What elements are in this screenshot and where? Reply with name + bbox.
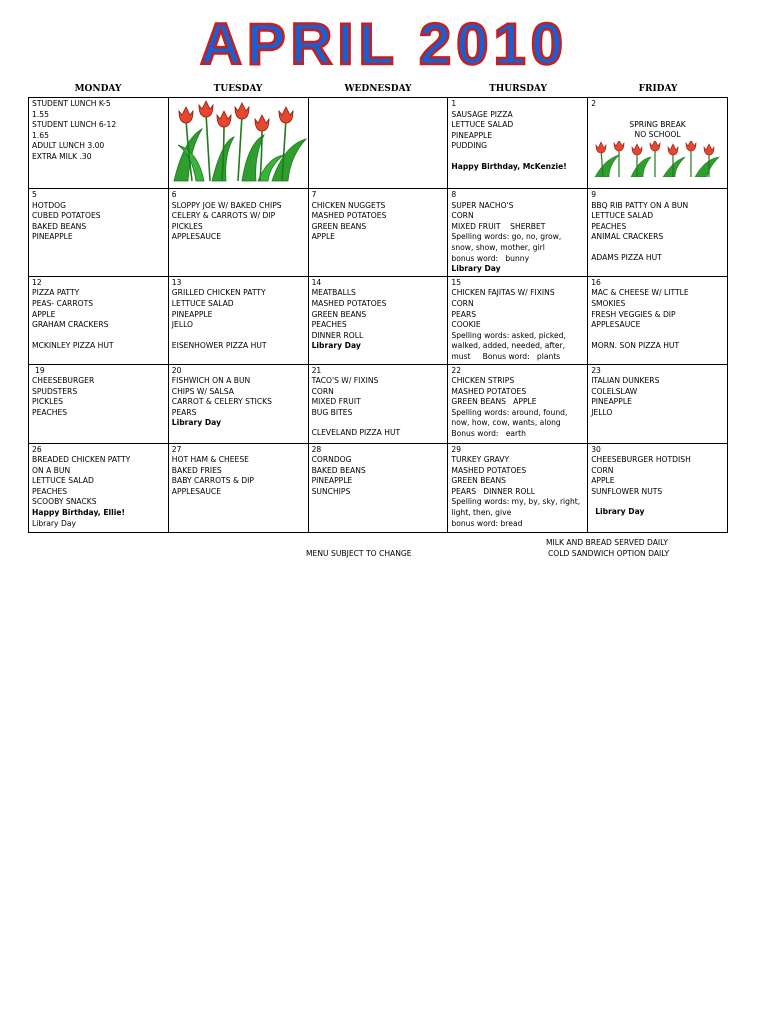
menu-item: SUNCHIPS <box>311 486 351 496</box>
menu-item: APPLESAUCE <box>171 232 221 242</box>
menu-item: ON A BUN <box>32 465 71 475</box>
menu-item: PIZZA PATTY <box>32 288 80 298</box>
date-number: 9 <box>591 190 597 199</box>
library-day: Library Day <box>32 518 76 528</box>
menu-item: CORN <box>591 465 614 475</box>
menu-item: JELLO <box>591 407 613 417</box>
menu-item: JELLO <box>171 320 194 330</box>
menu-item: CHEESEBURGER HOTDISH <box>591 455 691 465</box>
menu-item: PINEAPPLE <box>591 397 632 407</box>
menu-item: SLOPPY JOE W/ BAKED CHIPS <box>171 200 282 210</box>
price-cell <box>29 98 169 189</box>
bonus-word: bonus word: bunny <box>451 253 530 263</box>
price-line: 1.65 <box>32 130 49 140</box>
day-cell-30 <box>588 443 728 532</box>
menu-item: PEACHES <box>311 320 347 330</box>
date-number: 13 <box>171 277 182 287</box>
menu-item: PEACHES <box>32 486 68 496</box>
pizza-hut-note: MORN. SON PIZZA HUT <box>591 340 680 350</box>
day-tuesday: TUESDAY <box>213 84 263 94</box>
week-row-2 <box>29 189 728 277</box>
date-number: 28 <box>311 444 322 454</box>
menu-item: FRESH VEGGIES & DIP <box>591 309 676 319</box>
no-school-label: NO SCHOOL <box>634 130 681 140</box>
menu-item: CELERY & CARROTS W/ DIP <box>171 211 276 221</box>
date-number: 5 <box>32 190 37 199</box>
day-cell-29 <box>448 443 588 532</box>
menu-item: MIXED FRUIT SHERBET <box>451 221 546 231</box>
spacer <box>172 331 305 341</box>
bonus-word: Bonus word: earth <box>451 429 526 439</box>
date-number: 20 <box>171 365 182 375</box>
menu-item: GREEN BEANS <box>311 309 367 319</box>
menu-item: TACO'S W/ FIXINS <box>311 376 379 386</box>
milk-bread-note: MILK AND BREAD SERVED DAILY <box>546 538 669 547</box>
day-cell-15 <box>448 276 588 364</box>
price-line: EXTRA MILK .30 <box>32 151 92 161</box>
pizza-hut-note: EISENHOWER PIZZA HUT <box>171 340 267 350</box>
day-cell-27 <box>168 443 308 532</box>
day-cell-20 <box>168 364 308 443</box>
tulips-clipart-small <box>591 141 721 177</box>
menu-item: PEARS <box>451 309 477 319</box>
menu-item: MEATBALLS <box>311 288 356 298</box>
day-cell-23 <box>588 364 728 443</box>
date-number: 14 <box>311 277 322 287</box>
date-number: 30 <box>591 444 601 454</box>
menu-item: SCOOBY SNACKS <box>32 497 97 507</box>
spelling-words: Spelling words: asked, picked, walked, added, needed, after, must Bonus word: plants <box>451 330 569 361</box>
day-cell-28 <box>308 443 448 532</box>
day-cell-22 <box>448 364 588 443</box>
menu-item: COOKIE <box>451 320 481 330</box>
day-cell-13 <box>168 276 308 364</box>
menu-item: SPUDSTERS <box>32 386 78 396</box>
calendar-grid <box>28 97 728 533</box>
pizza-hut-note: MCKINLEY PIZZA HUT <box>32 340 114 350</box>
menu-item: PEACHES <box>591 221 627 231</box>
menu-item: MASHED POTATOES <box>311 298 387 308</box>
menu-item: GRILLED CHICKEN PATTY <box>171 288 266 298</box>
menu-item: PICKLES <box>32 397 63 407</box>
menu-item: LETTUCE SALAD <box>591 211 654 221</box>
price-line: STUDENT LUNCH 6-12 <box>32 120 117 130</box>
menu-item: ANIMAL CRACKERS <box>591 232 664 242</box>
menu-item: CORN <box>451 211 474 221</box>
menu-item: APPLE <box>311 232 335 242</box>
menu-item: LETTUCE SALAD <box>451 120 514 130</box>
menu-item: PINEAPPLE <box>171 309 213 319</box>
menu-item: BREADED CHICKEN PATTY <box>32 455 131 465</box>
spacer <box>591 497 724 507</box>
week-row-3 <box>29 276 728 364</box>
day-cell-7 <box>308 189 448 277</box>
date-number: 27 <box>171 444 182 454</box>
price-line: STUDENT LUNCH K-5 <box>32 99 111 108</box>
spacer <box>312 418 445 428</box>
day-cell-19 <box>29 364 169 443</box>
date-number: 2 <box>591 99 597 108</box>
menu-item: PEARS <box>171 407 197 417</box>
menu-item: HOTDOG <box>32 200 67 210</box>
menu-item: CHICKEN FAJITAS W/ FIXINS <box>451 288 555 298</box>
menu-item: PINEAPPLE <box>451 130 493 140</box>
library-day: Library Day <box>311 341 361 351</box>
cold-sandwich-note: COLD SANDWICH OPTION DAILY <box>548 549 670 558</box>
menu-change-note: MENU SUBJECT TO CHANGE <box>306 549 412 558</box>
day-cell-21 <box>308 364 448 443</box>
menu-item: LETTUCE SALAD <box>171 298 234 308</box>
date-number: 12 <box>32 277 42 287</box>
menu-item: PEARS DINNER ROLL <box>451 486 535 496</box>
week-row-4 <box>29 364 728 443</box>
menu-item: CUBED POTATOES <box>32 211 101 221</box>
menu-item: BABY CARROTS & DIP <box>171 476 254 486</box>
menu-item: COLELSLAW <box>591 386 638 396</box>
spacer <box>451 152 584 162</box>
menu-item: PINEAPPLE <box>311 476 353 486</box>
pizza-hut-note: CLEVELAND PIZZA HUT <box>311 428 401 438</box>
menu-item: DINNER ROLL <box>311 330 364 340</box>
day-cell-6 <box>168 189 308 277</box>
day-monday: MONDAY <box>74 84 122 94</box>
menu-item: PUDDING <box>451 141 488 151</box>
menu-item: SAUSAGE PIZZA <box>451 109 513 119</box>
spelling-words: Spelling words: go, no, grow, snow, show, mother, girl <box>451 232 562 252</box>
menu-item: PINEAPPLE <box>32 232 73 242</box>
menu-item: GRAHAM CRACKERS <box>32 320 109 330</box>
date-number: 22 <box>451 365 462 375</box>
menu-item: BBQ RIB PATTY ON A BUN <box>591 200 689 210</box>
birthday-note: Happy Birthday, McKenzie! <box>451 161 567 171</box>
week-row-1 <box>29 98 728 189</box>
day-thursday: THURSDAY <box>489 84 547 94</box>
day-cell-2 <box>588 98 728 189</box>
day-cell-1 <box>448 98 588 189</box>
date-number: 16 <box>591 277 601 287</box>
menu-item: BUG BITES <box>311 407 353 417</box>
menu-item: CORNDOG <box>311 455 352 465</box>
menu-item: HOT HAM & CHEESE <box>171 455 249 465</box>
menu-item: MAC & CHEESE W/ LITTLE <box>591 288 689 298</box>
spelling-words: Spelling words: around, found, now, how, cow, wants, along <box>451 407 568 428</box>
day-cell-9 <box>588 189 728 277</box>
price-line: 1.55 <box>32 109 49 119</box>
menu-item: MASHED POTATOES <box>311 211 387 221</box>
menu-item: APPLESAUCE <box>171 486 221 496</box>
menu-item: LETTUCE SALAD <box>32 476 94 486</box>
menu-item: FISHWICH ON A BUN <box>171 376 251 386</box>
library-day: Library Day <box>595 507 645 517</box>
day-cell-12 <box>29 276 169 364</box>
menu-item: APPLE <box>32 309 56 319</box>
menu-item: BAKED FRIES <box>171 465 222 475</box>
menu-item: MASHED POTATOES <box>451 386 527 396</box>
empty-cell <box>308 98 448 189</box>
birthday-note: Happy Birthday, Ellie! <box>32 508 125 518</box>
date-number: 6 <box>171 190 177 199</box>
menu-item: CHIPS W/ SALSA <box>171 386 234 396</box>
menu-item: SUNFLOWER NUTS <box>591 486 663 496</box>
date-number: 15 <box>451 277 462 287</box>
weekday-header <box>28 84 728 98</box>
title-text: APRIL 2010 <box>199 12 569 77</box>
menu-item: CORN <box>311 386 334 396</box>
menu-item: BAKED BEANS <box>311 465 366 475</box>
tulips-clipart-large <box>172 99 308 183</box>
menu-item: PEACHES <box>32 407 68 417</box>
day-cell-16 <box>588 276 728 364</box>
spacer <box>32 331 165 341</box>
menu-item: CHICKEN STRIPS <box>451 376 515 386</box>
menu-item: SMOKIES <box>591 298 626 308</box>
date-number: 19 <box>35 365 45 375</box>
library-day: Library Day <box>451 264 501 274</box>
date-number: 8 <box>451 190 457 199</box>
date-number: 21 <box>311 365 322 375</box>
pizza-hut-note: ADAMS PIZZA HUT <box>591 252 662 262</box>
day-friday: FRIDAY <box>638 84 678 94</box>
spring-break-label: SPRING BREAK <box>629 119 686 129</box>
day-cell-5 <box>29 189 169 277</box>
day-wednesday: WEDNESDAY <box>344 84 412 94</box>
date-number: 7 <box>311 190 317 199</box>
menu-item: CHICKEN NUGGETS <box>311 200 386 210</box>
menu-item: GREEN BEANS APPLE <box>451 397 537 407</box>
day-cell-8 <box>448 189 588 277</box>
week-row-5 <box>29 443 728 532</box>
calendar-title <box>0 8 768 78</box>
tulip-cell <box>168 98 308 189</box>
date-number: 1 <box>451 99 457 108</box>
menu-item: CARROT & CELERY STICKS <box>171 397 272 407</box>
menu-item: PICKLES <box>171 221 203 231</box>
menu-item: CHEESEBURGER <box>32 376 95 386</box>
day-cell-26 <box>29 443 169 532</box>
menu-item: ITALIAN DUNKERS <box>591 376 660 386</box>
menu-item: SUPER NACHO'S <box>451 200 514 210</box>
spelling-words: Spelling words: my, by, sky, right, light, then, give <box>451 497 581 518</box>
menu-item: CORN <box>451 298 474 308</box>
menu-item: GREEN BEANS <box>311 221 367 231</box>
date-number: 29 <box>451 444 462 454</box>
menu-item: MIXED FRUIT <box>311 397 361 407</box>
spacer <box>591 243 724 253</box>
menu-item: BAKED BEANS <box>32 221 87 231</box>
menu-item: MASHED POTATOES <box>451 465 527 475</box>
date-number: 23 <box>591 365 601 375</box>
menu-item: GREEN BEANS <box>451 476 506 486</box>
spacer <box>591 331 724 341</box>
date-number: 26 <box>32 444 42 454</box>
bonus-word: bonus word: bread <box>451 518 523 528</box>
day-cell-14 <box>308 276 448 364</box>
menu-item: APPLE <box>591 476 615 486</box>
library-day: Library Day <box>171 418 222 428</box>
menu-item: TURKEY GRAVY <box>451 455 510 465</box>
menu-item: APPLESAUCE <box>591 320 641 330</box>
menu-item: PEAS- CARROTS <box>32 298 94 308</box>
price-line: ADULT LUNCH 3.00 <box>32 141 105 151</box>
